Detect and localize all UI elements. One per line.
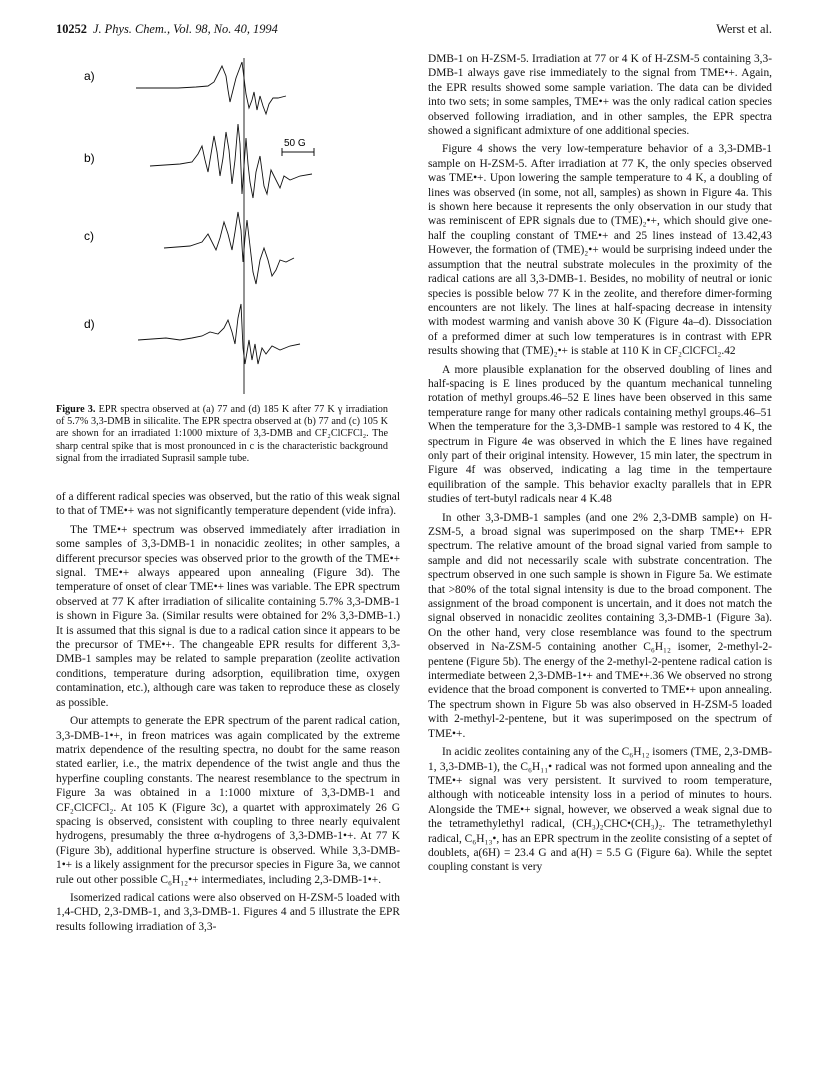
figure-caption <box>56 404 388 465</box>
right-column <box>428 52 772 875</box>
page-number: 10252 <box>56 22 87 36</box>
paragraph: Figure 4 shows the very low-temperature behavior of a 3,3-DMB-1 sample on H-ZSM-5. After irradiation at 77 K, the only species observed was TME•+. Upon lowering the sample temperature to 4 K, a doubling of lines was observed (in some, not all, samples) as shown in Figure 4a. This is shown here because it represents the only observation in our study that was reminiscent of EPR signals due to (TME)₂•+, which should give one-half the coupling constant of TME•+ and 25 lines instead of 13.42,43 However, the formation of (TME)₂•+ would be surprising indeed under the assumption that the neutral substrate molecules in the proximity of the radical cations are all 3,3-DMB-1. Besides, no mobility of neutral or ionic species is possible below 77 K in the zeolite, and therefore dimer-forming encounters are not likely. The lines at half-spacing decrease in intensity with modest warming and vanish above 30 K (Figure 4a–d). Dissociation of a preformed dimer at such low temperatures is in contrast with EPR results showing that (TME)₂•+ is stable at 110 K in CF₂ClCFCl₂.42 <box>428 143 772 358</box>
paragraph: A more plausible explanation for the observed doubling of lines and half-spacing is E lines produced by the quantum mechanical tunneling rotation of methyl groups.46–52 E lines have been observed in this same temperature range for many other radicals containing methyl groups.46–51 When the temperature for the 3,3-DMB-1 sample was restored to 4 K, the spectrum in Figure 4e was observed in which the E lines have regained only part of their original intensity. However, 15 min later, the spectrum in Figure 4f was observed, indicating a lag time in the tempertaure equilibration of the sample. This behavior exaclty parallels that in EPR studies of tert-butyl radicals near 4 K.48 <box>428 363 772 506</box>
scale-bar-label: 50 G <box>284 138 306 149</box>
spectrum-a <box>136 62 286 114</box>
paragraph: The TME•+ spectrum was observed immediately after irradiation in some samples of 3,3-DMB-1 in nonacidic zeolites; in other samples, a different precursor species was observed prior to the growth of the TME•+ signal. TME•+ always appeared upon annealing (Figure 3d). The temperature of onset of clear TME•+ lines was variable. The EPR spectrum observed at 77 K after irradiation of silicalite containing 5.7% 3,3-DMB-1 is shown in Figure 3a. (Similar results were obtained for 2% 3,3-DMB-1.) It is assumed that this signal is due to a radical cation since it appears to be the precursor of TME•+. The changeable EPR results for different 3,3-DMB-1 samples may be related to sample preparation (zeolite activation conditions, temperature during adsorption, equilibration time, oxygen contamination, etc.), although care was taken to reproduce these as closely as possible. <box>56 523 401 709</box>
caption-text: EPR spectra observed at (a) 77 and (d) 185 K after 77 K γ irradiation of 5.7% 3,3-DMB in silicalite. The EPR spectra observed at (b) 77 and (c) 105 K are shown for an irradiated 1:1000 mixture of 3,3-DMB and CF₂ClCFCl₂. The sharp central spike that is most pronounced in c is the characteristic background signal from the irradiated Suprasil sample tube. <box>56 404 388 464</box>
panel-label-c: c) <box>84 229 94 243</box>
scale-bar <box>282 138 314 156</box>
spectrum-d <box>138 304 300 364</box>
journal-citation: J. Phys. Chem., Vol. 98, No. 40, 1994 <box>92 22 278 36</box>
paragraph: Isomerized radical cations were also observed on H-ZSM-5 loaded with 1,4-CHD, 2,3-DMB-1, and 3,3-DMB-1. Figures 4 and 5 illustrate the EPR results following irradiation of 3,3- <box>56 891 400 933</box>
page-header <box>56 22 772 40</box>
spectrum-b <box>150 124 312 198</box>
caption-label: Figure 3. <box>56 404 96 415</box>
panel-label-b: b) <box>84 151 95 165</box>
epr-spectra-plot <box>68 48 388 398</box>
left-column <box>56 490 400 934</box>
figure-3 <box>68 48 388 398</box>
panel-label-a: a) <box>84 69 95 83</box>
paragraph: In acidic zeolites containing any of the C₆H₁₂ isomers (TME, 2,3-DMB-1, 3,3-DMB-1), the C₆H₁₁• radical was not formed upon annealing and the TME•+ signal was very persistent. It survived to room temperature, although with noticeable intensity loss in a period of minutes to hours. Alongside the TME•+ signal, however, we observed a weak signal due to the tetramethylethyl radical, (CH₃)₂CHC•(CH₃)₂. The tetramethylethyl radical, C₆H₁₃•, has an EPR spectrum in the zeolite consisting of a septet of doublets, a(6H) = 23.4 G and a(H) = 5.5 G (Figure 6a). While the septet coupling constant is very <box>428 746 772 874</box>
paragraph: of a different radical species was observed, but the ratio of this weak signal to that of TME•+ was not significantly temperature dependent (vide infra). <box>56 491 400 518</box>
paragraph: In other 3,3-DMB-1 samples (and one 2% 2,3-DMB sample) on H-ZSM-5, a broad signal was superimposed on the sharp TME•+ EPR spectrum. The relative amount of the broad signal varied from sample to sample and did not necessarily scale with substrate concentration. The spectrum observed in one such sample is shown in Figure 5a. We estimate that >80% of the total signal intensity is due to the broad component. The assignment of the broad component is uncertain, and it does not match the signal observed in nonacidic zeolites containing 3,3-DMB-1 (Figure 3a). On the other hand, very close resemblance was found to the spectrum observed in Na-ZSM-5 containing another C₆H₁₂ isomer, 2-methyl-2-pentene (Figure 5b). The energy of the 2-methyl-2-pentene radical cation is intermediate between 2,3-DMB-1•+ and TME•+.36 We observed no strong evidence that the broad component is converted to TME•+ upon annealing. The spectrum shown in Figure 5b was also observed in H-ZSM-5 loaded with 2-methyl-2-pentene, but it was superimposed on the spectrum of TME•+. <box>428 511 772 740</box>
paragraph: Our attempts to generate the EPR spectrum of the parent radical cation, 3,3-DMB-1•+, in freon matrices was again complicated by the extreme matrix dependence of the resulting spectra, no doubt for the same reason stated earlier, i.e., the matrix dependence of the twist angle and thus the hyperfine coupling constants. The nearest resemblance to the spectrum in Figure 3a was obtained in a 1:1000 mixture of 3,3-DMB-1 and CF₂ClCFCl₂. At 105 K (Figure 3c), a quartet with approximately 26 G spacing is observed, consistent with coupling to three nearly equivalent hydrogens, presumably the three α-hydrogens of 3,3-DMB-1•+. At 77 K (Figure 3b), additional hyperfine structure is observed. While 3,3-DMB-1•+ is a likely assignment for the precursor species in Figure 3a, we cannot rule out other possible C₆H₁₂•+ intermediates, including 2,3-DMB-1•+. <box>56 715 400 886</box>
header-left <box>56 22 278 37</box>
paragraph: DMB-1 on H-ZSM-5. Irradiation at 77 or 4 K of H-ZSM-5 containing 3,3-DMB-1 always gave rise immediately to the signal from TME•+. Again, the EPR results showed some sample variation. The data can be divided into two sets; in some samples, TME•+ was the only radical cation species observed following irradiation, and in other samples, the EPR spectra showed a significant admixture of one additional species. <box>428 53 772 138</box>
spectrum-c <box>164 212 294 284</box>
panel-label-d: d) <box>84 317 95 331</box>
header-authors: Werst et al. <box>716 22 772 36</box>
